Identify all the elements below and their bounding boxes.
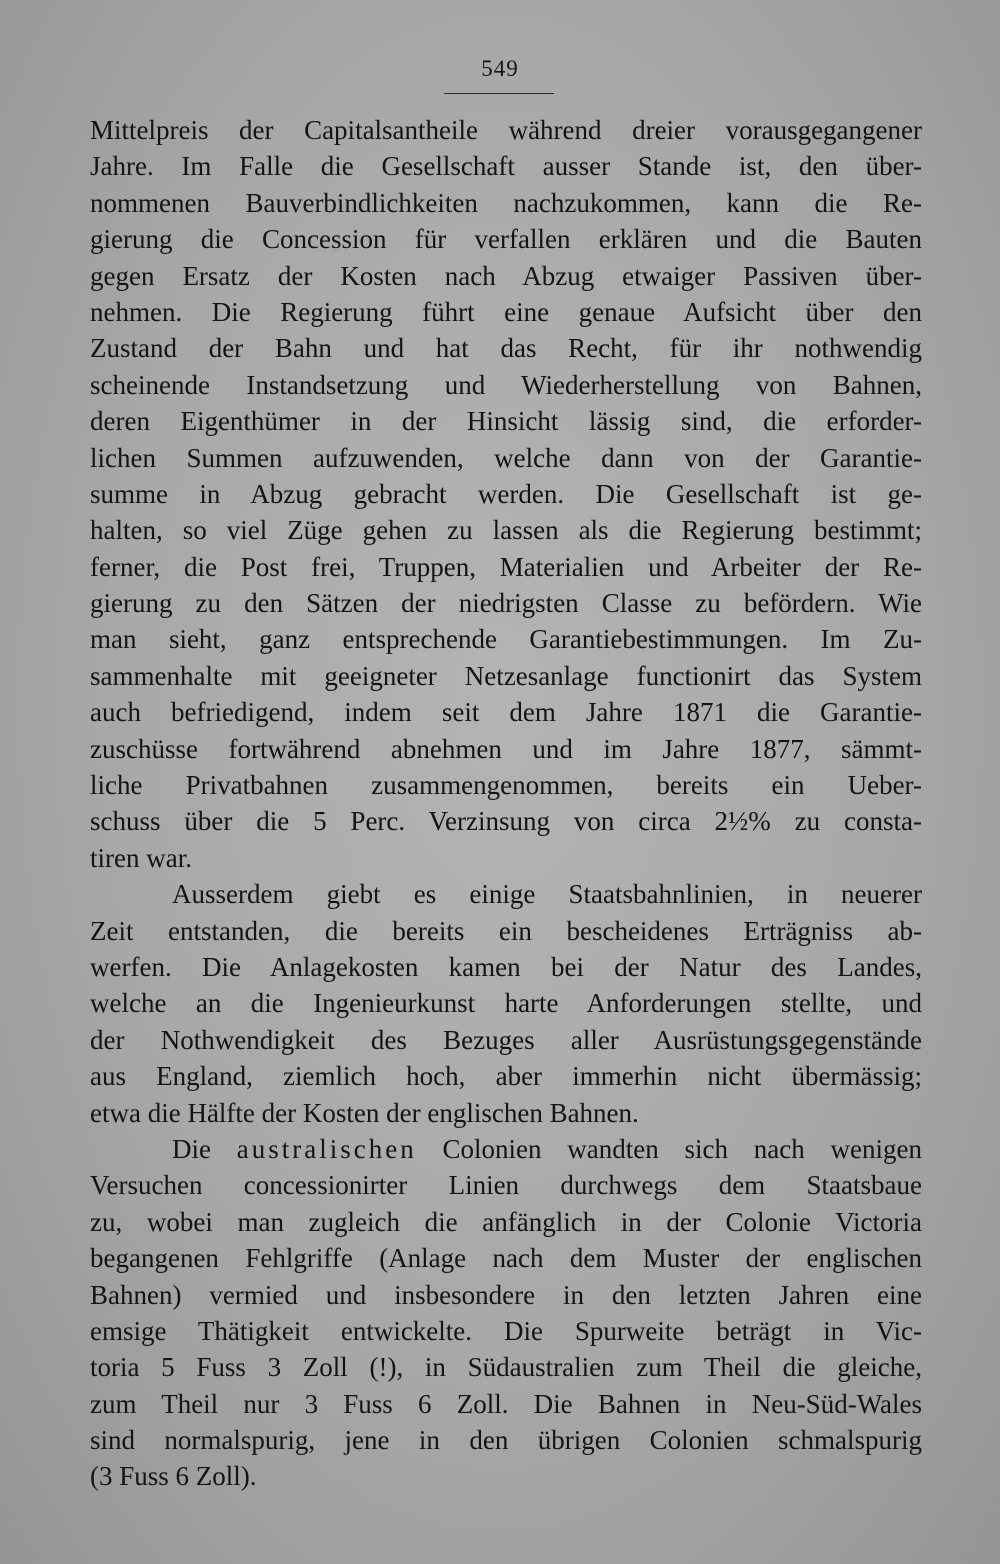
- paragraph-2: [90, 876, 922, 1131]
- text-line: begangenen Fehlgriffe (Anlage nach dem Muster der englischen: [90, 1243, 922, 1274]
- text-line: sammenhalte mit geeigneter Netzesanlage functionirt das System: [90, 660, 922, 691]
- text-line: scheinende Instandsetzung und Wiederherstellung von Bahnen,: [90, 369, 922, 400]
- text-line: summe in Abzug gebracht werden. Die Gesellschaft ist ge-: [90, 478, 922, 509]
- text-line: Jahre. Im Falle die Gesellschaft ausser Stande ist, den über-: [90, 151, 922, 182]
- header-rule: [444, 93, 554, 94]
- text-line: welche an die Ingenieurkunst harte Anforderungen stellte, und: [90, 988, 922, 1019]
- text-line: gierung die Concession für verfallen erklären und die Bauten: [90, 224, 922, 255]
- text-line: (3 Fuss 6 Zoll).: [90, 1461, 257, 1492]
- text-line: gegen Ersatz der Kosten nach Abzug etwaiger Passiven über-: [90, 260, 922, 291]
- text-line: toria 5 Fuss 3 Zoll (!), in Südaustralien zum Theil die gleiche,: [90, 1352, 922, 1383]
- text-line: zuschüsse fortwährend abnehmen und im Jahre 1877, sämmt-: [90, 733, 922, 764]
- text-line: halten, so viel Züge gehen zu lassen als die Regierung bestimmt;: [90, 515, 922, 546]
- text-line: [90, 1131, 922, 1167]
- text-line: tiren war.: [90, 842, 192, 873]
- text-line: Zustand der Bahn und hat das Recht, für ihr nothwendig: [90, 333, 922, 364]
- text-line: Bahnen) vermied und insbesondere in den letzten Jahren eine: [90, 1279, 922, 1310]
- text-line: etwa die Hälfte der Kosten der englischen Bahnen.: [90, 1097, 639, 1128]
- emphasized-word: australischen: [236, 1133, 417, 1164]
- text-line: emsige Thätigkeit entwickelte. Die Spurweite beträgt in Vic-: [90, 1315, 922, 1346]
- text-line: Versuchen concessionirter Linien durchwegs dem Staatsbaue: [90, 1170, 922, 1201]
- text-line: sind normalspurig, jene in den übrigen Colonien schmalspurig: [90, 1425, 922, 1456]
- text-line: der Nothwendigkeit des Bezuges aller Ausrüstungsgegenstände: [90, 1024, 922, 1055]
- text-line: schuss über die 5 Perc. Verzinsung von circa 2½% zu consta-: [90, 806, 922, 837]
- text-line: Zeit entstanden, die bereits ein bescheidenes Erträgniss ab-: [90, 915, 922, 946]
- body-text: [90, 112, 922, 1495]
- text-line: ferner, die Post frei, Truppen, Materialien und Arbeiter der Re-: [90, 551, 922, 582]
- text-line: Mittelpreis der Capitalsantheile während dreier vorausgegangener: [90, 115, 922, 145]
- text-line: nommenen Bauverbindlichkeiten nachzukommen, kann die Re-: [90, 187, 922, 218]
- text-line: aus England, ziemlich hoch, aber immerhin nicht übermässig;: [90, 1061, 922, 1092]
- page-number: 549: [481, 56, 519, 81]
- text-line: liche Privatbahnen zusammengenommen, bereits ein Ueber-: [90, 770, 922, 801]
- text-line: zu, wobei man zugleich die anfänglich in der Colonie Victoria: [90, 1206, 922, 1237]
- text-line: nehmen. Die Regierung führt eine genaue Aufsicht über den: [90, 296, 922, 327]
- text-line: Ausserdem giebt es einige Staatsbahnlinien, in neuerer: [172, 879, 922, 910]
- paragraph-3: [90, 1131, 922, 1495]
- text-fragment: Die: [172, 1133, 237, 1164]
- paragraph-1: [90, 112, 922, 876]
- text-line: auch befriedigend, indem seit dem Jahre 1871 die Garantie-: [90, 697, 922, 728]
- text-fragment: Colonien wandten sich nach wenigen: [416, 1133, 922, 1164]
- text-line: lichen Summen aufzuwenden, welche dann von der Garantie-: [90, 442, 922, 473]
- text-line: man sieht, ganz entsprechende Garantiebestimmungen. Im Zu-: [90, 624, 922, 655]
- text-line: zum Theil nur 3 Fuss 6 Zoll. Die Bahnen in Neu-Süd-Wales: [90, 1388, 922, 1419]
- text-line: werfen. Die Anlagekosten kamen bei der Natur des Landes,: [90, 951, 922, 982]
- text-line: gierung zu den Sätzen der niedrigsten Classe zu befördern. Wie: [90, 588, 922, 619]
- text-line: deren Eigenthümer in der Hinsicht lässig sind, die erforder-: [90, 406, 922, 437]
